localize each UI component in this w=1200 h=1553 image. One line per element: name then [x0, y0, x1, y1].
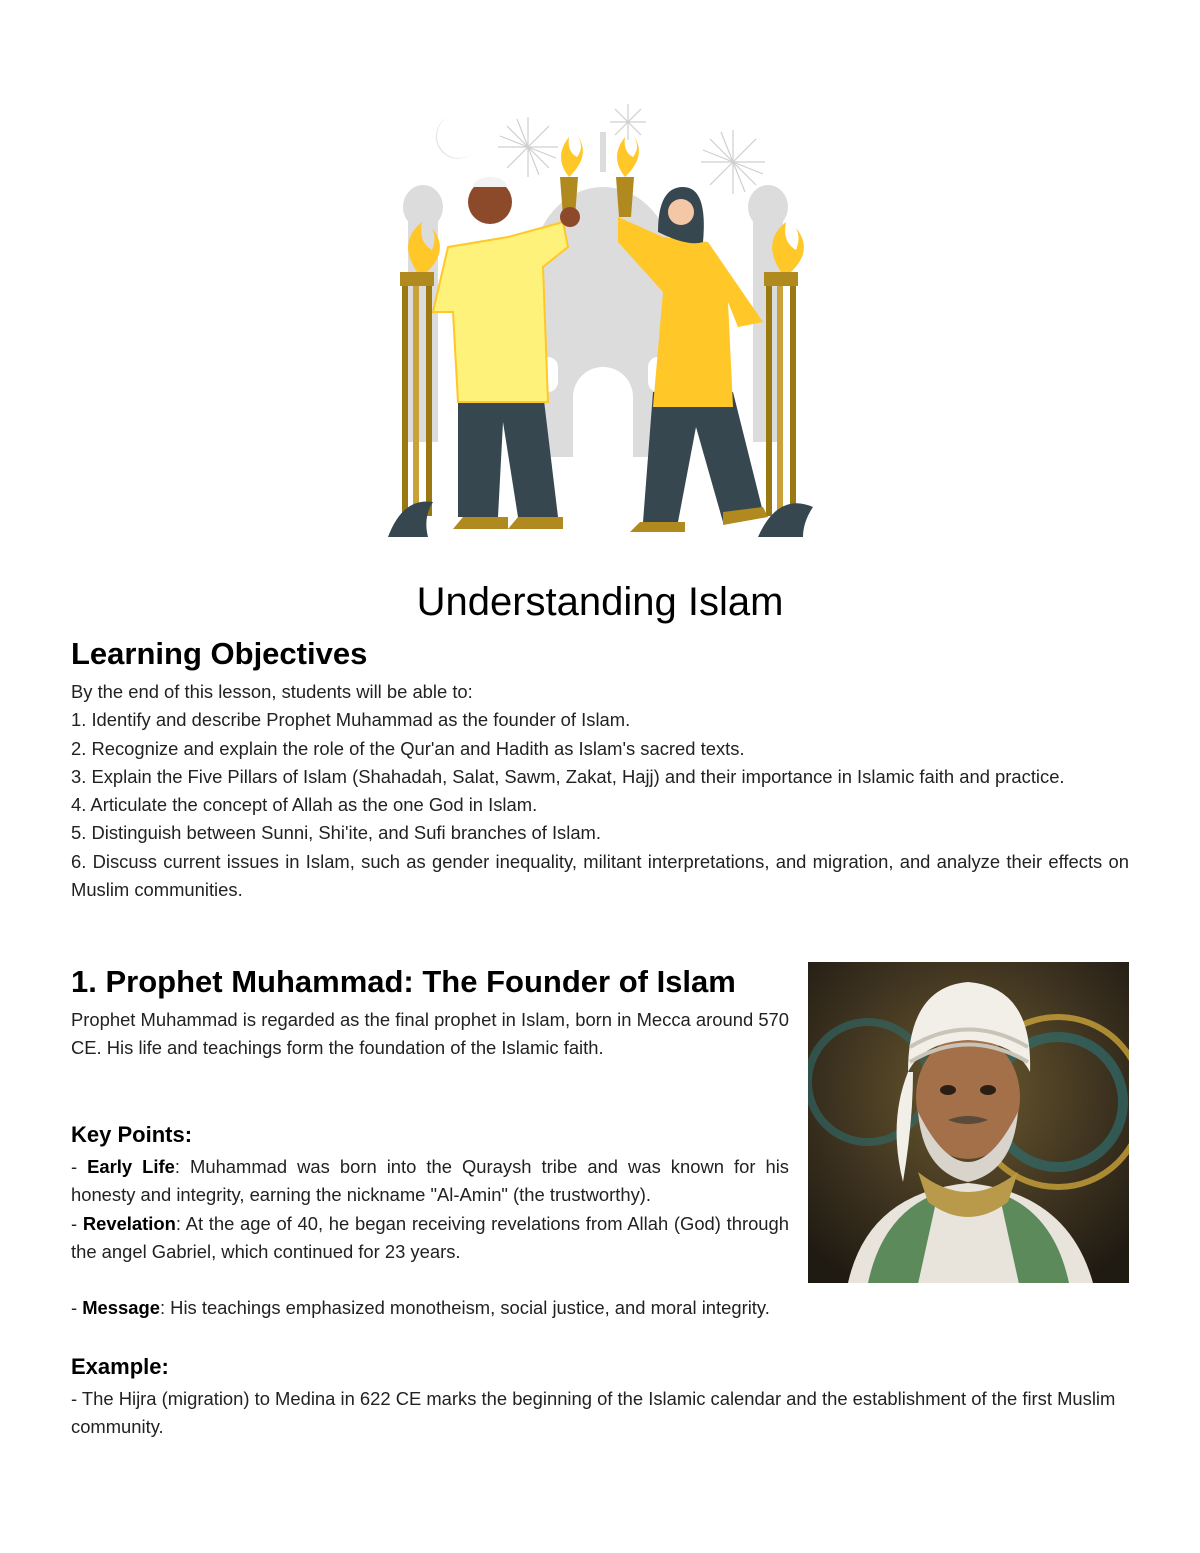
page-title: Understanding Islam — [416, 580, 784, 624]
key-points-heading: Key Points: — [71, 1122, 193, 1147]
objective-item: 5. Distinguish between Sunni, Shi'ite, and Sufi branches of Islam. — [71, 822, 601, 844]
objective-item: 4. Articulate the concept of Allah as the one God in Islam. — [71, 794, 538, 816]
learning-objectives-heading: Learning Objectives — [71, 636, 368, 671]
objectives-intro: By the end of this lesson, students will be able to: — [71, 681, 473, 702]
key-point-item: - Message: His teachings emphasized monotheism, social justice, and moral integrity. — [71, 1297, 770, 1318]
section-heading-prophet-muhammad: 1. Prophet Muhammad: The Founder of Islam — [71, 964, 736, 999]
key-point-text: : Muhammad was born into the Quraysh tribe and was known for his honesty and integrity, earning the nickname "Al-Amin" (the trustworthy). — [71, 1156, 789, 1206]
learning-objectives-list — [71, 678, 1129, 904]
objective-item: 1. Identify and describe Prophet Muhammad as the founder of Islam. — [71, 709, 631, 731]
section-intro-text: Prophet Muhammad is regarded as the final prophet in Islam, born in Mecca around 570 CE. His life and teachings form the foundation of the Islamic faith. — [71, 1009, 789, 1059]
objective-item: 2. Recognize and explain the role of the Qur'an and Hadith as Islam's sacred texts. — [71, 737, 745, 759]
objective-item: 3. Explain the Five Pillars of Islam (Shahadah, Salat, Sawm, Zakat, Hajj) and their importance in Islamic faith and practice. — [71, 765, 1065, 787]
key-point-label: Early Life — [87, 1156, 175, 1177]
key-point-label: Message — [82, 1297, 160, 1318]
key-points-list — [71, 1153, 789, 1266]
key-point-label: Revelation — [82, 1212, 176, 1234]
mosque-celebration-illustration — [378, 92, 828, 542]
key-point-item: - Early Life: Muhammad was born into the Quraysh tribe and was known for his honesty and integrity, earning the nickname "Al-Amin" (the trustworthy). — [71, 1156, 789, 1206]
key-point-text: : At the age of 40, he began receiving revelations from Allah (God) through the angel Gabriel, which continued for 23 years. — [71, 1212, 789, 1262]
key-point-text: : His teachings emphasized monotheism, social justice, and moral integrity. — [159, 1297, 770, 1318]
key-point-message — [71, 1294, 1129, 1322]
example-block — [71, 1385, 1129, 1442]
example-heading: Example: — [71, 1354, 169, 1379]
objective-item: 6. Discuss current issues in Islam, such as gender inequality, militant interpretations, and migration, and analyze their effects on Muslim communities. — [71, 850, 1129, 901]
prophet-portrait-image — [808, 962, 1129, 1283]
key-point-item: - Revelation: At the age of 40, he began receiving revelations from Allah (God) through the angel Gabriel, which continued for 23 years. — [71, 1212, 789, 1262]
section-intro — [71, 1006, 789, 1063]
crescent-moon-icon — [436, 117, 470, 159]
example-text: - The Hijra (migration) to Medina in 622 CE marks the beginning of the Islamic calendar and the establishment of the first Muslim community. — [71, 1388, 1116, 1438]
